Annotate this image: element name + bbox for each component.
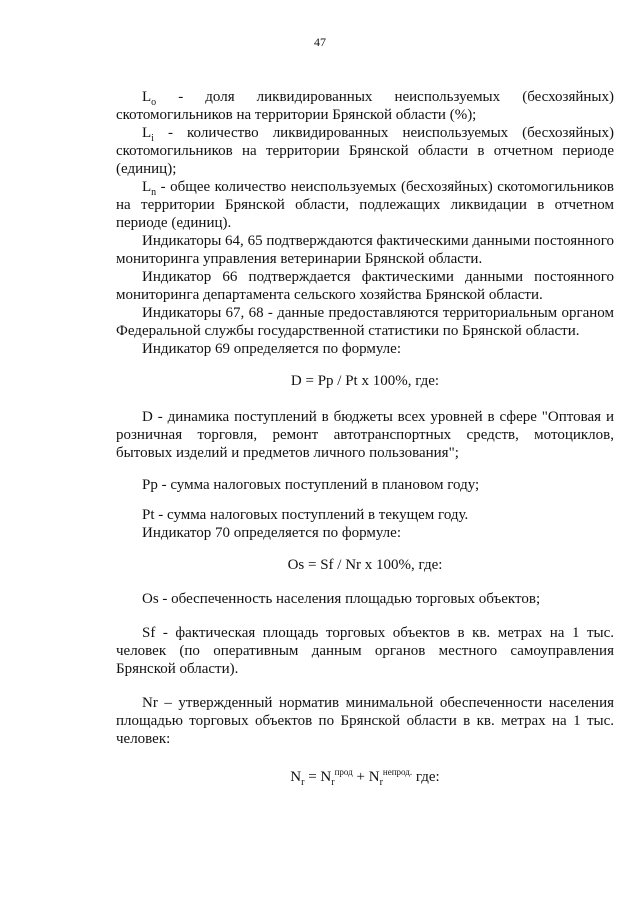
definition-pt: Pt - сумма налоговых поступлений в текущем году. [142, 507, 469, 523]
definition-li [116, 124, 614, 178]
symbol-n: N [320, 769, 332, 785]
symbol-l: L [142, 89, 152, 105]
definition-sf: Sf - фактическая площадь торговых объектов в кв. метрах на 1 тыс. человек (по оперативным данным органов местного самоуправления Брянской области). [116, 625, 614, 677]
paragraph-indicator-69: Индикатор 69 определяется по формуле: [142, 341, 401, 357]
page-number: 47 [314, 35, 326, 49]
definition-text: - количество ликвидированных неиспользуемых (бесхозяйных) скотомогильников на территории Брянской области в отчетном периоде (единиц); [116, 125, 614, 177]
subscript: n [151, 187, 157, 198]
paragraph-indicators-67-68: Индикаторы 67, 68 - данные предоставляются территориальным органом Федеральной службы государственной статистики по Брянской области. [116, 305, 614, 339]
symbol-n: N [368, 769, 380, 785]
symbol-l: L [142, 179, 152, 195]
definition-text: - общее количество неиспользуемых (бесхозяйных) скотомогильников на территории Брянской области, подлежащих ликвидации в отчетном периоде (единиц). [116, 179, 614, 231]
formula-tail: где: [412, 769, 440, 785]
definition-nr: Nr – утвержденный норматив минимальной обеспеченности населения площадью торговых объектов по Брянской области в кв. метрах на 1 тыс. человек: [116, 695, 614, 747]
formula-os: Os = Sf / Nr x 100%, где: [287, 557, 443, 573]
plus-sign: + [352, 769, 369, 785]
subscript: r [301, 777, 305, 788]
symbol-n: N [290, 769, 302, 785]
definition-os: Os - обеспеченность населения площадью торговых объектов; [142, 591, 541, 607]
paragraph-indicator-70: Индикатор 70 определяется по формуле: [142, 525, 401, 541]
subscript: o [151, 97, 157, 108]
superscript: прод [334, 767, 353, 777]
definition-text: - доля ликвидированных неиспользуемых (бесхозяйных) скотомогильников на территории Брянской области (%); [116, 89, 614, 123]
paragraph-indicator-66: Индикатор 66 подтверждается фактическими данными постоянного мониторинга департамента сельского хозяйства Брянской области. [116, 269, 614, 303]
formula-nr [116, 768, 614, 786]
formula-d: D = Pp / Pt x 100%, где: [290, 373, 440, 389]
paragraph-indicators-64-65: Индикаторы 64, 65 подтверждаются фактическими данными постоянного мониторинга управления ветеринарии Брянской области. [116, 233, 614, 267]
subscript: i [151, 133, 154, 144]
symbol-l: L [142, 125, 152, 141]
equals-sign: = [304, 769, 321, 785]
document-body [116, 80, 614, 786]
superscript: непрод. [382, 767, 413, 777]
definition-d: D - динамика поступлений в бюджеты всех уровней в сфере "Оптовая и розничная торговля, ремонт автотранспортных средств, мотоциклов, бытовых изделий и предметов личного пользования"; [116, 409, 614, 461]
subscript: r [379, 777, 383, 788]
definition-lo [116, 88, 614, 124]
definition-pp: Pp - сумма налоговых поступлений в плановом году; [142, 477, 480, 493]
definition-ln [116, 178, 614, 232]
subscript: r [331, 777, 335, 788]
